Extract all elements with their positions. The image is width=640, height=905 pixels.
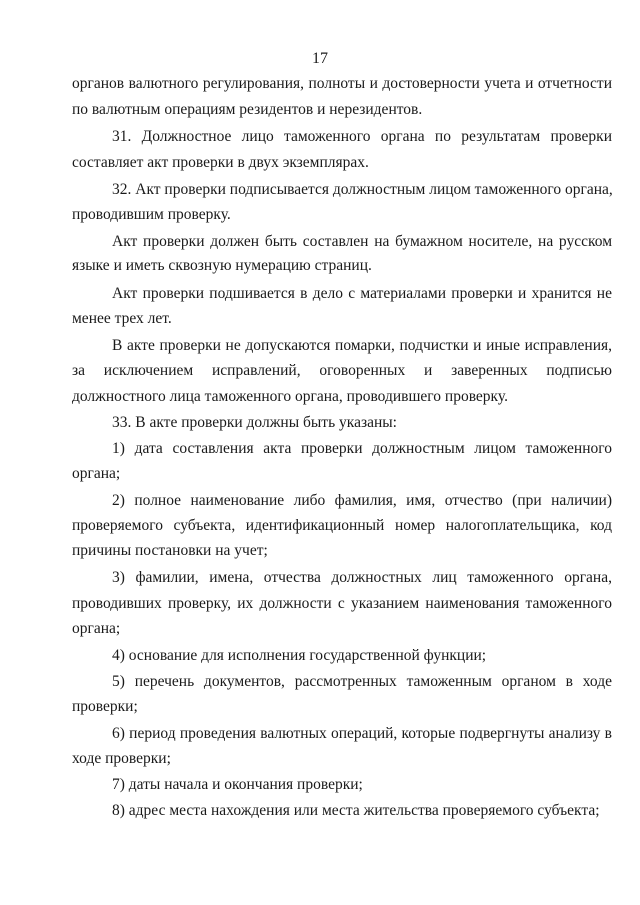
text-line: 31. Должностное лицо таможенного органа по результатам проверки [112,128,612,145]
text-line: 7) даты начала и окончания проверки; [112,776,363,793]
text-line: органа; [72,620,121,637]
text-line: 8) адрес места нахождения или места жительства проверяемого субъекта; [112,802,600,819]
text-line: составляет акт проверки в двух экземплярах. [72,154,369,171]
text-line: ходе проверки; [72,750,171,767]
text-line: за исключением исправлений, оговоренных и заверенных подписью [72,362,612,379]
text-line: проводившим проверку. [72,206,231,223]
text-line: проверки; [72,698,138,715]
text-line: 33. В акте проверки должны быть указаны: [112,414,397,431]
text-line: Акт проверки должен быть составлен на бумажном носителе, на русском [112,233,612,250]
text-line: 5) перечень документов, рассмотренных таможенным органом в ходе [112,673,612,690]
text-line: 2) полное наименование либо фамилия, имя, отчество (при наличии) [112,492,612,509]
text-line: 32. Акт проверки подписывается должностным лицом таможенного органа, [112,181,613,198]
text-line: проверяемого субъекта, идентификационный номер налогоплательщика, код [72,517,612,534]
text-line: 6) период проведения валютных операций, которые подвергнуты анализу в [112,725,612,742]
text-line: по валютным операциям резидентов и нерезидентов. [72,101,423,118]
page-number: 17 [312,50,328,67]
text-line: Акт проверки подшивается в дело с материалами проверки и хранится не [112,285,612,302]
text-line: 4) основание для исполнения государственной функции; [112,647,487,664]
text-line: менее трех лет. [72,310,172,327]
text-line: В акте проверки не допускаются помарки, подчистки и иные исправления, [112,337,612,354]
text-line: проводивших проверку, их должности с указанием наименования таможенного [72,595,612,612]
text-line: языке и иметь сквозную нумерацию страниц. [72,257,372,274]
text-line: должностного лица таможенного органа, проводившего проверку. [72,388,508,405]
text-line: 3) фамилии, имена, отчества должностных лиц таможенного органа, [112,569,612,586]
text-line: причины постановки на учет; [72,542,268,559]
text-line: органа; [72,465,121,482]
text-line: 1) дата составления акта проверки должностным лицом таможенного [112,440,612,457]
text-line: органов валютного регулирования, полноты и достоверности учета и отчетности [72,75,612,92]
